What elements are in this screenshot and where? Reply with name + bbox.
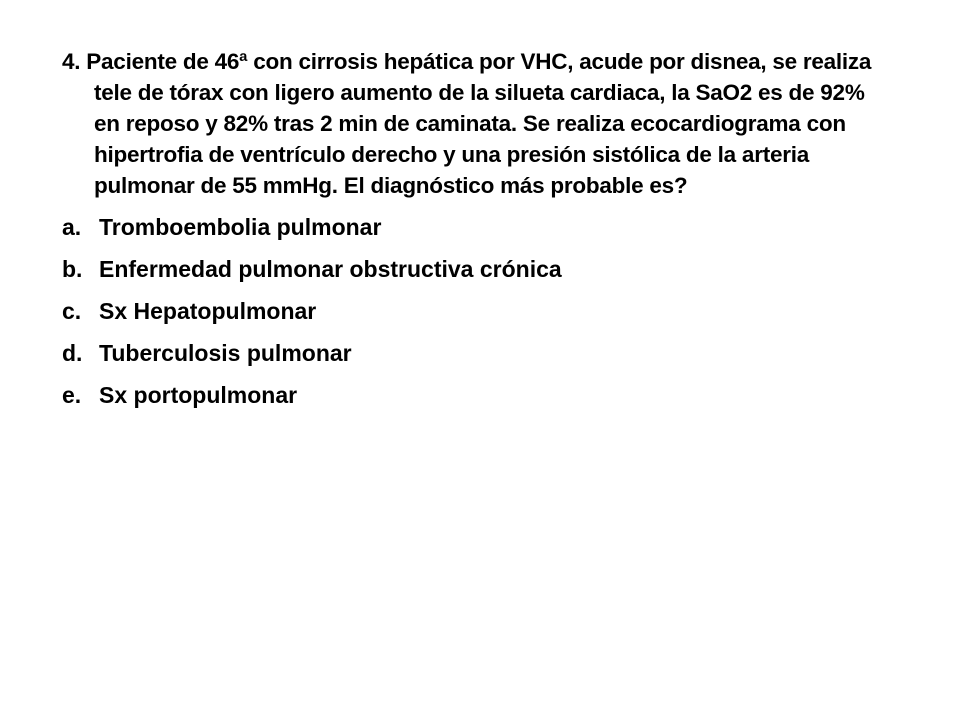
answer-options — [62, 212, 882, 422]
option-letter: e. — [62, 382, 82, 408]
question-number: 4. — [62, 49, 87, 74]
option-b — [62, 254, 882, 296]
option-d — [62, 338, 882, 380]
option-text: Sx portopulmonar — [99, 382, 298, 408]
option-c — [62, 296, 882, 338]
option-a — [62, 212, 882, 254]
option-text: Sx Hepatopulmonar — [99, 298, 317, 324]
option-e — [62, 380, 882, 422]
option-letter: c. — [62, 298, 82, 324]
option-text: Enfermedad pulmonar obstructiva crónica — [99, 256, 562, 282]
option-letter: a. — [62, 214, 82, 240]
option-letter: d. — [62, 340, 83, 366]
option-text: Tuberculosis pulmonar — [99, 340, 352, 366]
option-letter: b. — [62, 256, 83, 282]
question-text: Paciente de 46ª con cirrosis hepática por VHC, acude por disnea, se realiza tele de tórax con ligero aumento de la silueta cardiaca, la SaO2 es de 92% en reposo y 82% tras 2 min de caminata. Se realiza ecocardiograma con hipertrofia de ventrículo derecho y una presión sistólica de la arteria pulmonar de 55 mmHg. El diagnóstico más probable es? — [86, 49, 872, 198]
question — [62, 46, 882, 201]
option-text: Tromboembolia pulmonar — [99, 214, 382, 240]
slide-content — [62, 46, 882, 422]
